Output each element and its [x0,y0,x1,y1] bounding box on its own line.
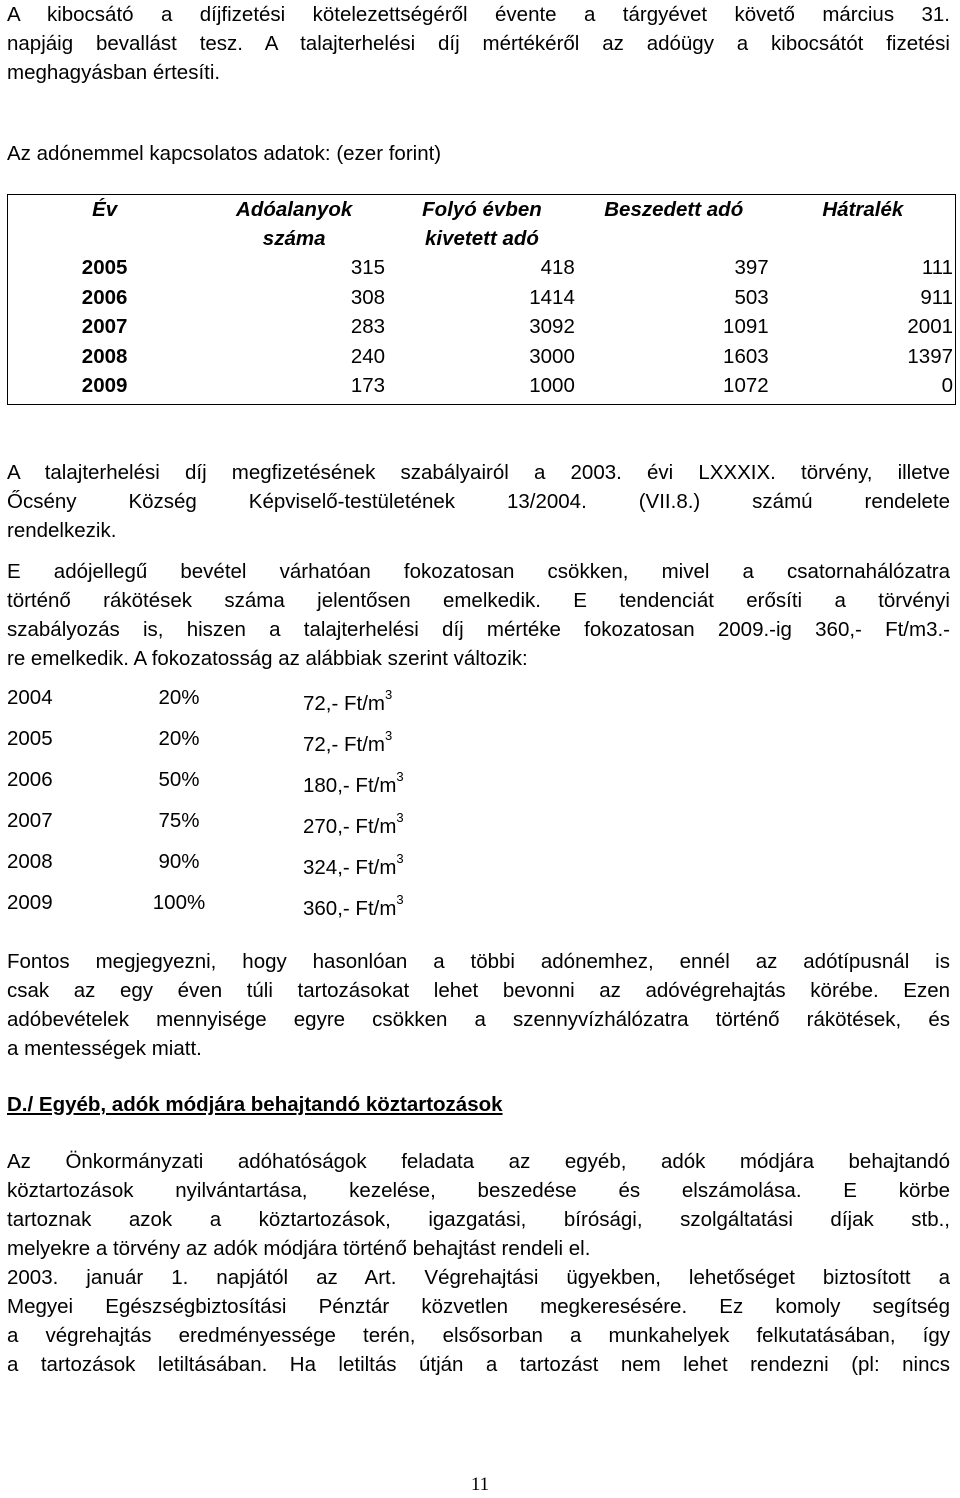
rate-price: 180,- $Ft/m^3$ [303,769,404,797]
cell-arrears: 1397 [907,344,953,368]
text-line: A talajterhelési díj megfizetésének szabályairól a 2003. évi LXXXIX. törvény, illetve [7,461,950,484]
table-row [8,283,956,313]
text-line: 2003. január 1. napjától az Art. Végrehajtási ügyekben, lehetőséget biztosított a [7,1266,950,1289]
table-title: Az adónemmel kapcsolatos adatok: (ezer forint) [7,142,442,165]
header-taxpayers: Adóalanyok száma [236,198,353,250]
cell-year: 2005 [81,256,128,279]
rate-year: 2008 [7,850,53,873]
rate-price: 72,- $Ft/m^3$ [303,687,393,715]
cell-assessed: 3092 [529,315,575,338]
table-row [8,342,956,372]
text-line: meghagyásban értesíti. [7,61,221,84]
cell-assessed: 418 [540,256,575,279]
text-line: A kibocsátó a díjfizetési kötelezettségéről évente a tárgyévet követő március 31. [7,3,950,26]
table-header-row [8,195,956,254]
text-line: szabályozás is, hiszen a talajterhelési díj mértéke fokozatosan 2009.-ig 360,- Ft/m3.- [7,618,950,641]
cell-collected: 1091 [723,315,769,338]
cell-collected: 1603 [723,344,769,368]
rate-percent: 100% [152,891,206,914]
law-paragraph [7,458,950,545]
cell-arrears: 2001 [907,315,953,338]
text-line: történő rákötések száma jelentősen emelkedik. E tendenciát erősíti a törvényi [7,589,950,612]
cell-year: 2009 [81,374,128,397]
text-line: a végrehajtás eredményessége terén, elsősorban a munkahelyek felkutatásában, így [7,1324,950,1347]
tax-data-table [7,194,956,405]
cell-taxpayers: 173 [350,374,386,397]
rate-percent: 20% [158,686,200,709]
cell-assessed: 1000 [529,374,575,397]
text-line: napjáig bevallást tesz. A talajterhelési díj mértékéről az adóügy a kibocsátót fizetési [7,32,950,55]
cell-assessed: 3000 [529,344,575,368]
header-arrears: Hátralék [822,198,904,221]
intro-paragraph [7,0,950,87]
text-line: tartoznak azok a köztartozások, igazgatási, bírósági, szolgáltatási díjak stb., [7,1208,950,1231]
text-line: melyekre a törvény az adók módjára történő behajtást rendeli el. [7,1237,591,1260]
text-line: Megyei Egészségbiztosítási Pénztár közvetlen megkeresésére. Ez komoly segítség [7,1295,950,1318]
rate-year: 2004 [7,686,53,709]
cell-assessed: 1414 [529,285,575,309]
rate-price: 72,- $Ft/m^3$ [303,728,393,756]
text-line: köztartozások nyilvántartása, kezelése, beszedése és elszámolása. E körbe [7,1179,950,1202]
section-heading: D./ Egyéb, adók módjára behajtandó köztartozások [7,1093,503,1116]
rate-year: 2005 [7,727,53,750]
rate-percent: 50% [158,768,200,791]
cell-arrears: 911 [920,285,953,309]
rate-percent: 20% [158,727,200,750]
text-line: Őcsény Község Képviselő-testületének 13/2004. (VII.8.) számú rendelete [7,490,950,513]
cell-collected: 397 [734,256,769,279]
rate-price: 270,- $Ft/m^3$ [303,810,404,838]
rate-price: 360,- $Ft/m^3$ [303,892,404,920]
text-line: E adójellegű bevétel várhatóan fokozatosan csökken, mivel a csatornahálózatra [7,560,950,583]
page-number: 11 [470,1474,490,1495]
text-line: csak az egy éven túli tartozásokat lehet bevonni az adóvégrehajtás körébe. Ezen [7,979,950,1002]
cell-taxpayers: 283 [350,315,386,338]
cell-taxpayers: 240 [350,344,386,368]
header-assessed-tax: Folyó évben kivetett adó [422,198,542,250]
section-paragraph-1 [7,1147,950,1263]
cell-taxpayers: 308 [350,285,386,309]
cell-collected: 503 [734,285,769,309]
section-paragraph-2 [7,1263,950,1379]
cell-year: 2008 [81,344,128,368]
text-line: a tartozások letiltásában. Ha letiltás útján a tartozást nem lehet rendezni (pl: nincs [7,1353,950,1376]
header-collected-tax: Beszedett adó [604,198,744,221]
text-line: a mentességek miatt. [7,1037,202,1060]
table-row [8,312,956,342]
text-line: Fontos megjegyezni, hogy hasonlóan a többi adónemhez, ennél az adótípusnál is [7,950,950,973]
text-line: Az Önkormányzati adóhatóságok feladata az egyéb, adók módjára behajtandó [7,1150,950,1173]
note-paragraph [7,947,950,1063]
cell-year: 2007 [81,315,128,338]
rate-year: 2009 [7,891,53,914]
text-line: adóbevételek mennyisége egyre csökken a szennyvízhálózatra történő rákötések, és [7,1008,950,1031]
rate-year: 2006 [7,768,53,791]
table-row [8,371,956,404]
table-row [8,253,956,283]
cell-arrears: 0 [941,374,953,397]
text-line: rendelkezik. [7,519,117,542]
cell-collected: 1072 [723,374,769,397]
text-line: re emelkedik. A fokozatosság az alábbiak szerint változik: [7,647,528,670]
trend-paragraph [7,557,950,673]
header-year: Év [92,198,118,221]
rate-year: 2007 [7,809,53,832]
cell-taxpayers: 315 [350,256,386,279]
rate-price: 324,- $Ft/m^3$ [303,851,404,879]
rate-percent: 90% [158,850,200,873]
rate-percent: 75% [158,809,200,832]
cell-arrears: 111 [921,256,953,279]
cell-year: 2006 [81,285,128,309]
